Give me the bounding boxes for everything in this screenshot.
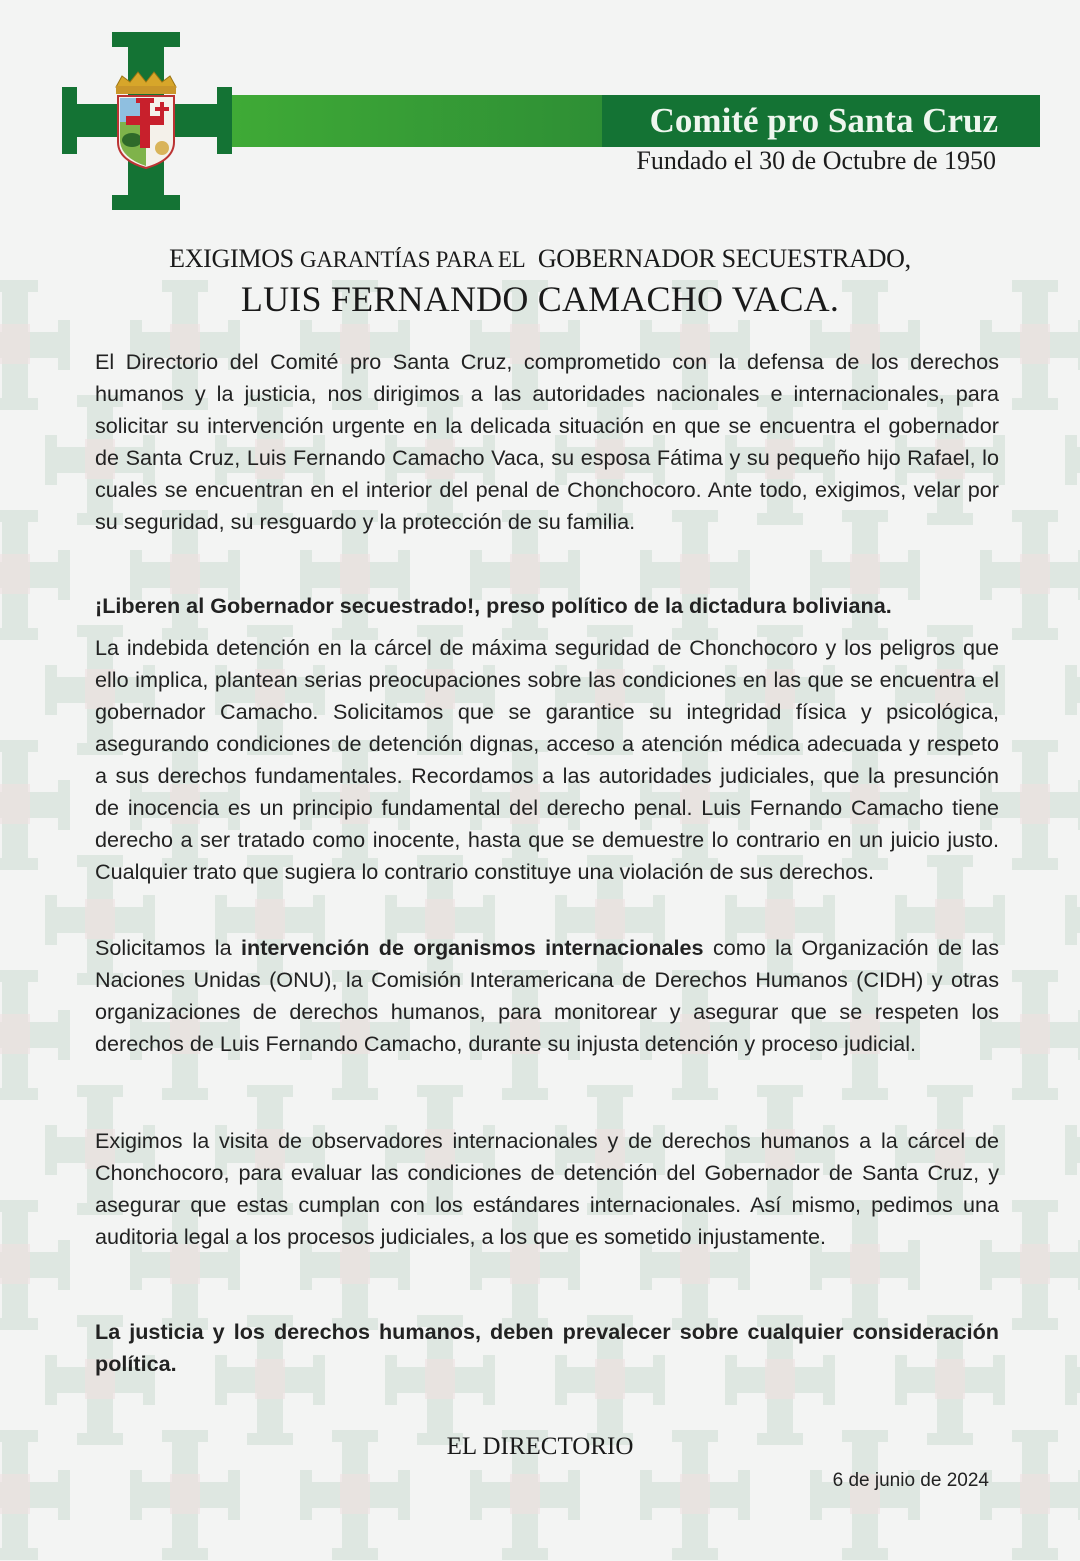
watermark-cross-icon — [0, 510, 70, 640]
watermark-cross-icon — [0, 970, 70, 1100]
paragraph-1: El Directorio del Comité pro Santa Cruz, comprometido con la defensa de los derechos humanos y la justicia, nos dirigimos a las autoridades nacionales e internacionales, para solicitar su intervención urgente en la delicada situación en que se encuentra el gobernador de Santa Cruz, Luis Fernando Camacho Vaca, su esposa Fátima y su pequeño hijo Rafael, lo cuales se encuentran en el interior del penal de Chonchocoro. Ante todo, exigimos, velar por su seguridad, su resguardo y la protección de su familia. — [95, 349, 999, 534]
watermark-cross-icon — [1065, 625, 1080, 755]
statement-heading — [0, 244, 1080, 274]
document-date: 6 de junio de 2024 — [832, 1470, 989, 1491]
heading-gobernador: GOBERNADOR SECUESTRADO, — [537, 244, 911, 273]
header-green-band — [232, 95, 602, 147]
watermark-cross-icon — [1065, 1315, 1080, 1445]
watermark-cross-icon — [1065, 395, 1080, 525]
watermark-cross-icon — [0, 1200, 70, 1330]
paragraph-4: Exigimos la visita de observadores internacionales y de derechos humanos a la cárcel de Chonchocoro, para evaluar las condiciones de detención del Gobernador de Santa Cruz, y asegurar que estas cumplan con los estándares internacionales. Así mismo, pedimos una auditoria legal a los procesos judiciales, a los que es sometido injustamente. — [95, 1128, 999, 1249]
paragraph-2: La indebida detención en la cárcel de máxima seguridad de Chonchocoro y los peligros que ello implica, plantean serias preocupaciones sobre las condiciones en las que se encuentra el gobernador Camacho. Solicitamos que se garantice su integridad física y psicológica, asegurando condiciones de detención dignas, acceso a atención médica adecuada y respeto a sus derechos fundamentales. Recordamos a las autoridades judiciales, que la presunción de inocencia es un principio fundamental del derecho penal. Luis Fernando Camacho tiene derecho a ser tratado como inocente, hasta que se demuestre lo contrario en un juicio justo. Cualquier trato que sugiera lo contrario constituye una violación de sus derechos. — [95, 635, 999, 884]
paragraph-3-end: como la Organización de las Naciones Unidas (ONU), la Comisión Interamericana de Derechos Humanos (CIDH) y otras organizaciones de derechos humanos, para monitorear y asegurar que se respeten los derechos de Luis Fernando Camacho, durante su injusta detención y proceso judicial. — [95, 935, 999, 1056]
paragraph-slogan: ¡Liberen al Gobernador secuestrado!, preso político de la dictadura boliviana. — [95, 593, 892, 618]
statement-heading-name: LUIS FERNANDO CAMACHO VACA. — [240, 279, 840, 319]
paragraph-3-start: Solicitamos la — [95, 935, 241, 960]
heading-garantias: GARANTÍAS PARA EL — [300, 247, 526, 272]
founded-date: Fundado el 30 de Octubre de 1950 — [636, 146, 996, 175]
santa-cruz-cross-coat-of-arms-icon — [62, 32, 232, 210]
paragraph-3 — [95, 932, 999, 1060]
paragraph-3-bold: intervención de organismos internacionales — [241, 935, 704, 960]
signature: EL DIRECTORIO — [446, 1433, 634, 1460]
watermark-cross-icon — [1065, 1085, 1080, 1215]
paragraph-closing: La justicia y los derechos humanos, deben prevalecer sobre cualquier consideración política. — [95, 1319, 999, 1376]
heading-exigimos: EXIGIMOS — [169, 244, 294, 273]
watermark-cross-icon — [1065, 855, 1080, 985]
watermark-cross-icon — [0, 740, 70, 870]
organization-name: Comité pro Santa Cruz — [649, 101, 998, 140]
